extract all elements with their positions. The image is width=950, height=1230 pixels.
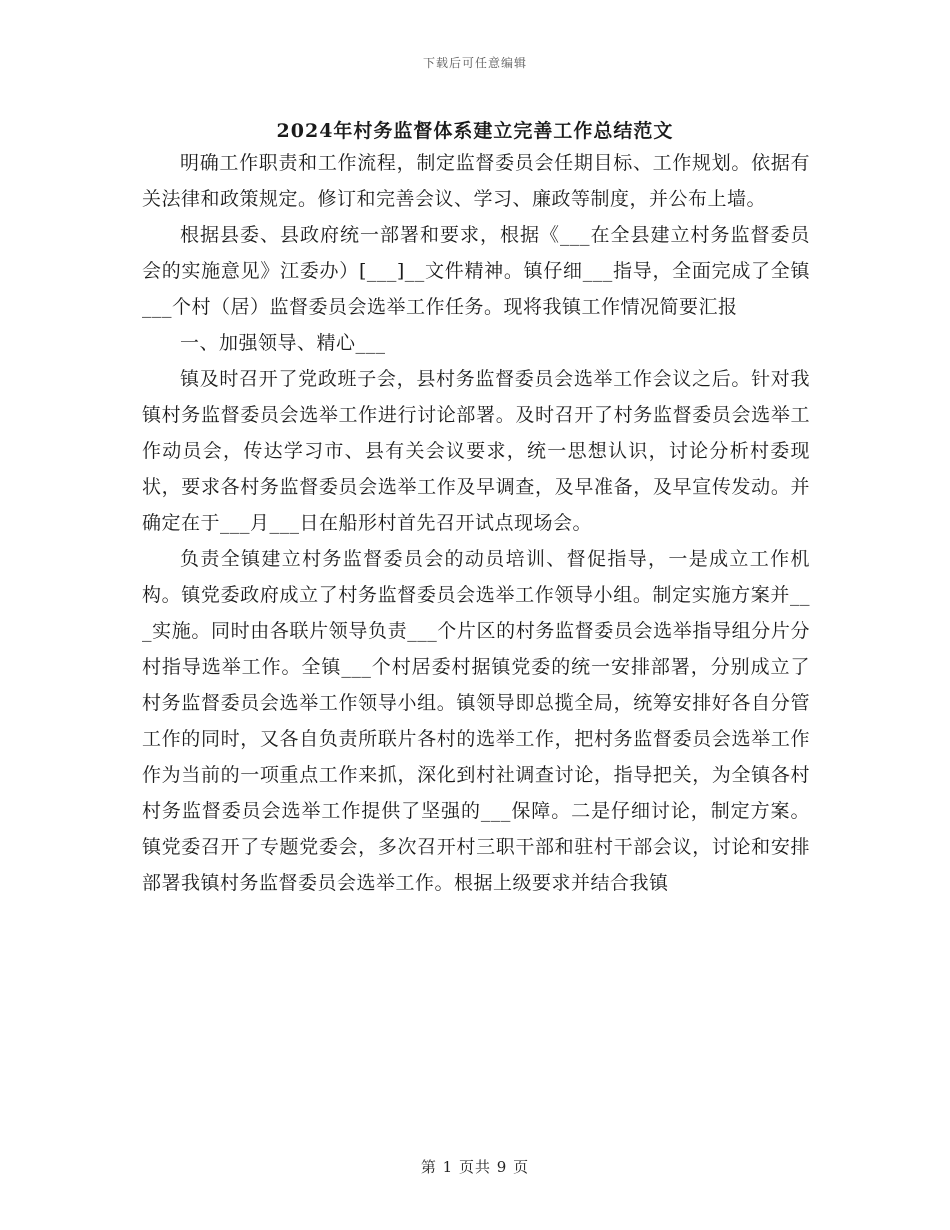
document-title: 2024年村务监督体系建立完善工作总结范文 — [276, 120, 674, 142]
document-body — [142, 145, 810, 901]
page-number: 第 1 页共 9 页 — [420, 1158, 530, 1176]
header-note: 下载后可任意编辑 — [422, 56, 527, 70]
paragraph: 明确工作职责和工作流程，制定监督委员会任期目标、工作规划。依据有关法律和政策规定。修订和完善会议、学习、廉政等制度，并公布上墙。 — [142, 152, 810, 210]
paragraph: 负责全镇建立村务监督委员会的动员培训、督促指导，一是成立工作机构。镇党委政府成立了村务监督委员会选举工作领导小组。制定实施方案并___实施。同时由各联片领导负责___个片区的村务监督委员会选举指导组分片分村指导选举工作。全镇___个村居委村据镇党委的统一安排部署，分别成立了村务监督委员会选举工作领导小组。镇领导即总揽全局，统筹安排好各自分管工作的同时，又各自负责所联片各村的选举工作，把村务监督委员会选举工作作为当前的一项重点工作来抓，深化到村社调查讨论，指导把关，为全镇各村村务监督委员会选举工作提供了坚强的___保障。二是仔细讨论，制定方案。镇党委召开了专题党委会，多次召开村三职干部和驻村干部会议，讨论和安排部署我镇村务监督委员会选举工作。根据上级要求并结合我镇 — [142, 548, 810, 894]
section-heading: 一、加强领导、精心___ — [180, 332, 386, 354]
paragraph: 镇及时召开了党政班子会，县村务监督委员会选举工作会议之后。针对我镇村务监督委员会选举工作进行讨论部署。及时召开了村务监督委员会选举工作动员会，传达学习市、县有关会议要求，统一思想认识，讨论分析村委现状，要求各村务监督委员会选举工作及早调查，及早准备，及早宣传发动。并确定在于___月___日在船形村首先召开试点现场会。 — [142, 368, 810, 534]
paragraph: 根据县委、县政府统一部署和要求，根据《___在全县建立村务监督委员会的实施意见》江委办）[___]__文件精神。镇仔细___指导，全面完成了全镇___个村（居）监督委员会选举工作任务。现将我镇工作情况简要汇报 — [142, 224, 810, 318]
